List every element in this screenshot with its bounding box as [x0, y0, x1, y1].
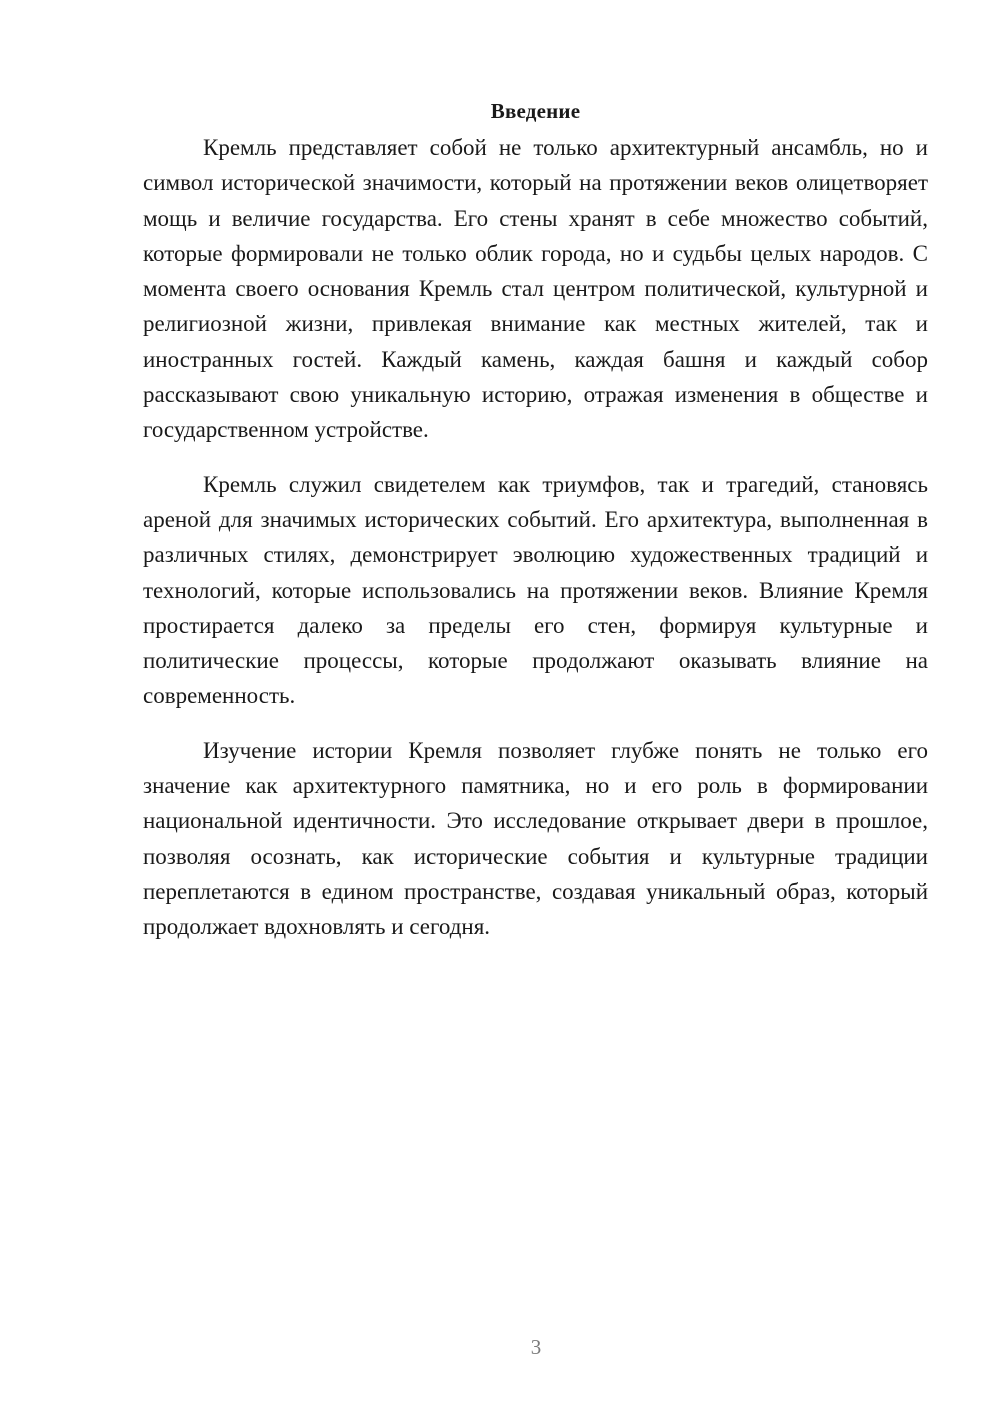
- paragraph-2: Кремль служил свидетелем как триумфов, так и трагедий, становясь ареной для значимых исторических событий. Его архитектура, выполненная в различных стилях, демонстрирует эволюцию художественных традиций и технологий, которые использовались на протяжении веков. Влияние Кремля простирается далеко за пределы его стен, формируя культурные и политические процессы, которые продолжают оказывать влияние на современность.: [143, 471, 928, 709]
- page-number: 3: [530, 1335, 542, 1359]
- page-content: [143, 96, 928, 964]
- paragraph-3: Изучение истории Кремля позволяет глубже понять не только его значение как архитектурного памятника, но и его роль в формировании национальной идентичности. Это исследование открывает двери в прошлое, позволяя осознать, как исторические события и культурные традиции переплетаются в едином пространстве, создавая уникальный образ, который продолжает вдохновлять и сегодня.: [143, 737, 928, 940]
- paragraph-1: Кремль представляет собой не только архитектурный ансамбль, но и символ исторической значимости, который на протяжении веков олицетворяет мощь и величие государства. Его стены хранят в себе множество событий, которые формировали не только облик города, но и судьбы целых народов. С момента своего основания Кремль стал центром политической, культурной и религиозной жизни, привлекая внимание как местных жителей, так и иностранных гостей. Каждый камень, каждая башня и каждый собор рассказывают свою уникальную историю, отражая изменения в обществе и государственном устройстве.: [143, 135, 928, 443]
- page-title: Введение: [490, 99, 581, 123]
